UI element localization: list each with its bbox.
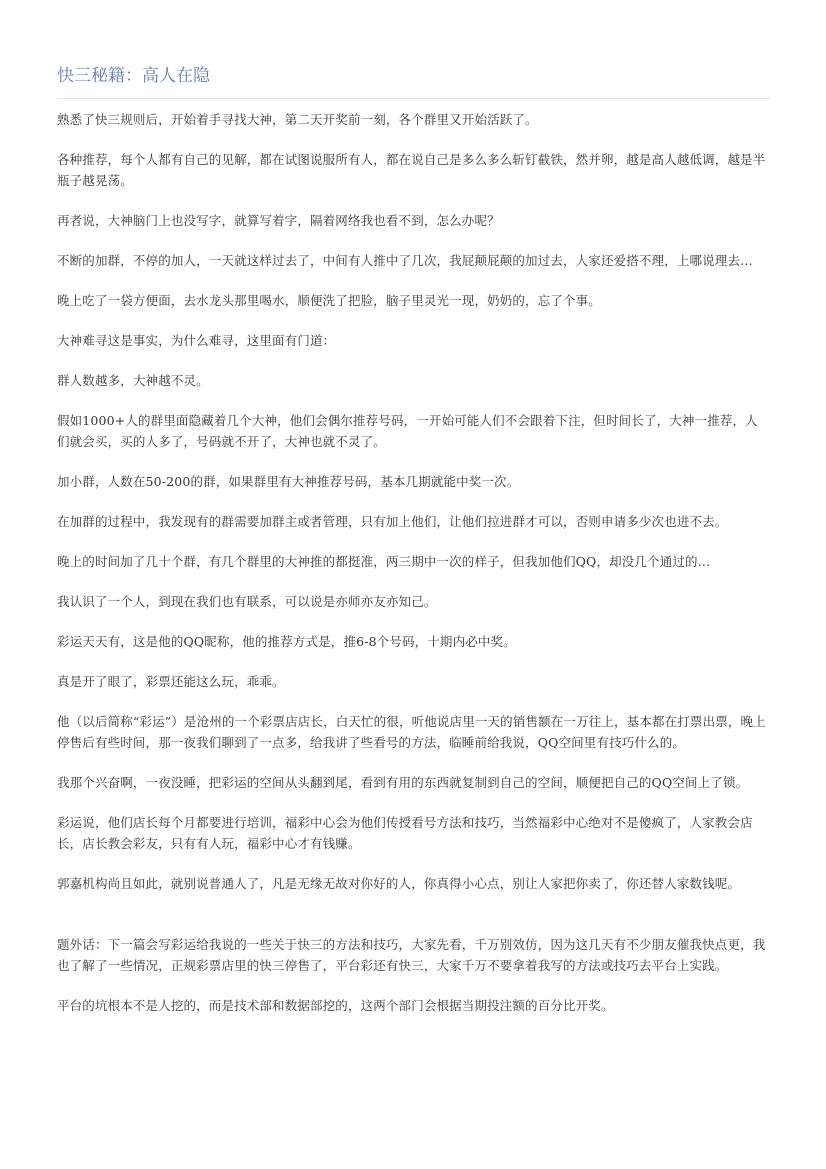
paragraph-5: 晚上吃了一袋方便面，去水龙头那里喝水，顺便洗了把脸，脑子里灵光一现，奶奶的，忘了个事。 [57, 293, 601, 308]
paragraph-8: 假如1000+人的群里面隐藏着几个大神，他们会偶尔推荐号码，一开始可能人们不会跟着下注，但时间长了，大神一推荐，人们就会买，买的人多了，号码就不开了，大神也就不灵了。 [57, 413, 758, 449]
article [57, 62, 769, 1035]
paragraph-15: 他（以后简称“彩运”）是沧州的一个彩票店店长，白天忙的很，听他说店里一天的销售额在一万往上，基本都在打票出票，晚上停售后有些时间，那一夜我们聊到了一点多，给我讲了些看号的方法，临睡前给我说，QQ空间里有技巧什么的。 [57, 714, 766, 750]
paragraph-1: 熟悉了快三规则后，开始着手寻找大神，第二天开奖前一刻，各个群里又开始活跃了。 [57, 112, 538, 127]
paragraph-17: 彩运说，他们店长每个月都要进行培训，福彩中心会为他们传授看号方法和技巧，当然福彩中心绝对不是傻疯了，人家教会店长，店长教会彩友，只有有人玩，福彩中心才有钱赚。 [57, 815, 753, 851]
paragraph-20: 平台的坑根本不是人挖的，而是技术部和数据部挖的，这两个部门会根据当期投注额的百分比开奖。 [57, 998, 614, 1013]
paragraph-14: 真是开了眼了，彩票还能这么玩，乖乖。 [57, 674, 285, 689]
paragraph-11: 晚上的时间加了几十个群，有几个群里的大神推的都挺准，两三期中一次的样子，但我加他们QQ，却没几个通过的… [57, 554, 711, 569]
paragraph-18: 郭嘉机构尚且如此，就别说普通人了，凡是无缘无故对你好的人，你真得小心点，别让人家把你卖了，你还替人家数钱呢。 [57, 876, 741, 891]
paragraph-19: 题外话：下一篇会写彩运给我说的一些关于快三的方法和技巧，大家先看，千万别效仿，因为这几天有不少朋友催我快点更，我也了解了一些情况，正规彩票店里的快三停售了，平台彩还有快三，大家千万不要拿着我写的方法或技巧去平台上实践。 [57, 937, 766, 973]
title-divider [57, 98, 770, 99]
paragraph-4: 不断的加群，不停的加人，一天就这样过去了，中间有人推中了几次，我屁颠屁颠的加过去，人家还爱搭不理，上哪说理去… [57, 253, 753, 268]
article-title: 快三秘籍：高人在隐 [57, 66, 210, 86]
paragraph-2: 各种推荐，每个人都有自己的见解，都在试图说服所有人，都在说自己是多么多么斩钉截铁，然并卵，越是高人越低调，越是半瓶子越晃荡。 [57, 152, 766, 188]
paragraph-10: 在加群的过程中，我发现有的群需要加群主或者管理，只有加上他们，让他们拉进群才可以，否则申请多少次也进不去。 [57, 514, 728, 529]
paragraph-6: 大神难寻这是事实，为什么难寻，这里面有门道： [57, 333, 336, 348]
paragraph-3: 再者说，大神脑门上也没写字，就算写着字，隔着网络我也看不到，怎么办呢？ [57, 213, 500, 228]
paragraph-13: 彩运天天有，这是他的QQ昵称，他的推荐方式是，推6-8个号码，十期内必中奖。 [57, 634, 516, 649]
paragraph-12: 我认识了一个人，到现在我们也有联系，可以说是亦师亦友亦知己。 [57, 594, 437, 609]
paragraph-7: 群人数越多，大神越不灵。 [57, 373, 209, 388]
paragraph-16: 我那个兴奋啊，一夜没睡，把彩运的空间从头翻到尾，看到有用的东西就复制到自己的空间，顺便把自己的QQ空间上了锁。 [57, 775, 749, 790]
paragraph-9: 加小群，人数在50-200的群，如果群里有大神推荐号码，基本几期就能中奖一次。 [57, 474, 520, 489]
